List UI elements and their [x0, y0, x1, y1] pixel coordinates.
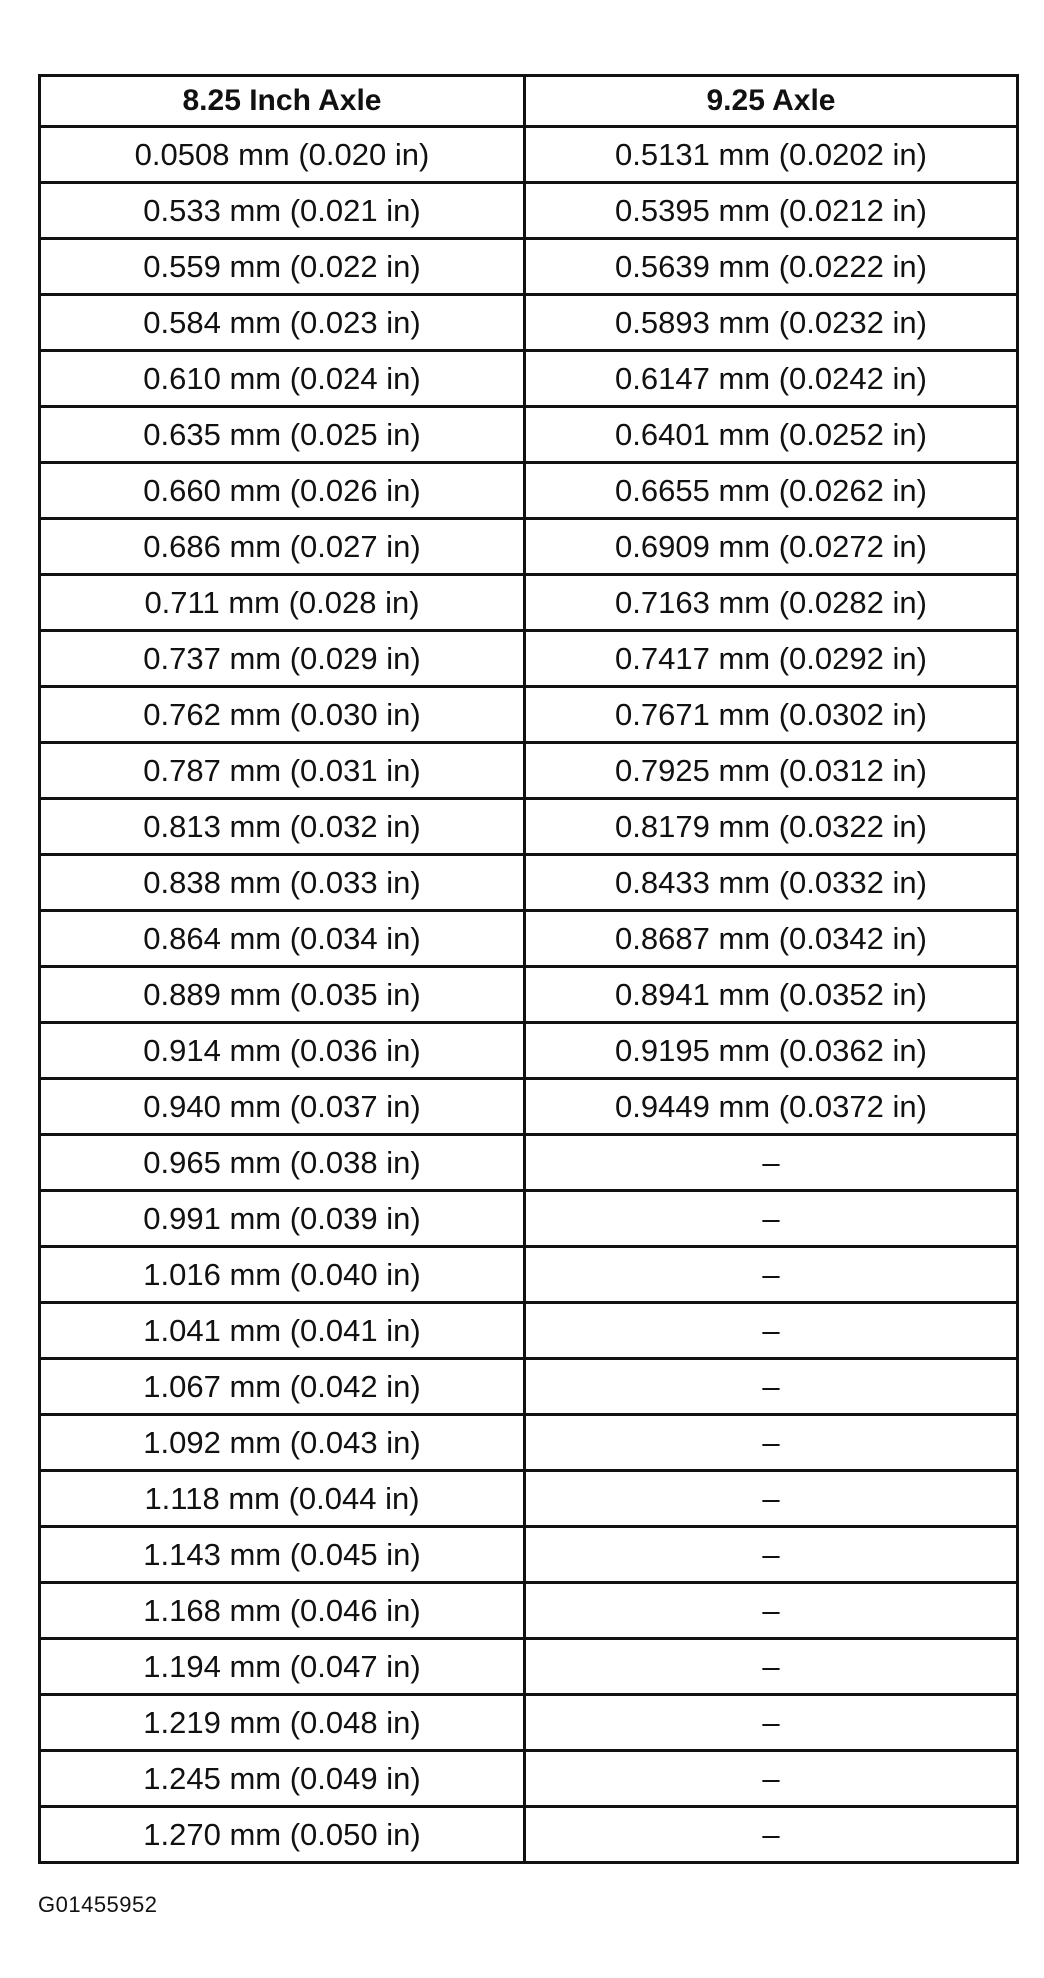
- cell-825-axle-value: 1.067 mm (0.042 in): [40, 1359, 525, 1415]
- table-row: [40, 1471, 1018, 1527]
- cell-925-axle-value: 0.7417 mm (0.0292 in): [525, 631, 1018, 687]
- cell-825-axle-value: 0.635 mm (0.025 in): [40, 407, 525, 463]
- cell-925-axle-value: 0.8179 mm (0.0322 in): [525, 799, 1018, 855]
- cell-925-axle-value: 0.9195 mm (0.0362 in): [525, 1023, 1018, 1079]
- cell-925-axle-value: –: [525, 1639, 1018, 1695]
- cell-925-axle-value: –: [525, 1751, 1018, 1807]
- table-row: [40, 463, 1018, 519]
- cell-825-axle-value: 1.143 mm (0.045 in): [40, 1527, 525, 1583]
- table-row: [40, 631, 1018, 687]
- table-row: [40, 1527, 1018, 1583]
- table-row: [40, 1751, 1018, 1807]
- cell-925-axle-value: 0.6147 mm (0.0242 in): [525, 351, 1018, 407]
- cell-925-axle-value: 0.7671 mm (0.0302 in): [525, 687, 1018, 743]
- table-row: [40, 407, 1018, 463]
- cell-825-axle-value: 0.965 mm (0.038 in): [40, 1135, 525, 1191]
- cell-925-axle-value: –: [525, 1527, 1018, 1583]
- table-row: [40, 1639, 1018, 1695]
- cell-825-axle-value: 1.219 mm (0.048 in): [40, 1695, 525, 1751]
- cell-925-axle-value: 0.6401 mm (0.0252 in): [525, 407, 1018, 463]
- cell-825-axle-value: 0.584 mm (0.023 in): [40, 295, 525, 351]
- table-row: [40, 1135, 1018, 1191]
- table-row: [40, 855, 1018, 911]
- cell-925-axle-value: –: [525, 1247, 1018, 1303]
- table-row: [40, 519, 1018, 575]
- cell-925-axle-value: 0.5395 mm (0.0212 in): [525, 183, 1018, 239]
- cell-825-axle-value: 0.813 mm (0.032 in): [40, 799, 525, 855]
- table-row: [40, 1079, 1018, 1135]
- cell-825-axle-value: 0.838 mm (0.033 in): [40, 855, 525, 911]
- shim-spec-table: [38, 74, 1019, 1864]
- cell-825-axle-value: 1.194 mm (0.047 in): [40, 1639, 525, 1695]
- cell-925-axle-value: –: [525, 1807, 1018, 1863]
- cell-825-axle-value: 0.737 mm (0.029 in): [40, 631, 525, 687]
- table-row: [40, 1695, 1018, 1751]
- cell-825-axle-value: 0.940 mm (0.037 in): [40, 1079, 525, 1135]
- cell-925-axle-value: 0.9449 mm (0.0372 in): [525, 1079, 1018, 1135]
- cell-825-axle-value: 0.787 mm (0.031 in): [40, 743, 525, 799]
- cell-925-axle-value: –: [525, 1191, 1018, 1247]
- cell-925-axle-value: –: [525, 1415, 1018, 1471]
- cell-925-axle-value: 0.8941 mm (0.0352 in): [525, 967, 1018, 1023]
- table-row: [40, 1023, 1018, 1079]
- cell-925-axle-value: 0.5639 mm (0.0222 in): [525, 239, 1018, 295]
- table-row: [40, 239, 1018, 295]
- table-row: [40, 743, 1018, 799]
- cell-825-axle-value: 0.914 mm (0.036 in): [40, 1023, 525, 1079]
- table-row: [40, 687, 1018, 743]
- cell-825-axle-value: 0.864 mm (0.034 in): [40, 911, 525, 967]
- cell-925-axle-value: 0.6655 mm (0.0262 in): [525, 463, 1018, 519]
- table-row: [40, 183, 1018, 239]
- table-body: [40, 127, 1018, 1863]
- table-header-row: [40, 76, 1018, 127]
- figure-id-label: G01455952: [38, 1892, 158, 1917]
- cell-925-axle-value: 0.5893 mm (0.0232 in): [525, 295, 1018, 351]
- cell-825-axle-value: 0.0508 mm (0.020 in): [40, 127, 525, 183]
- cell-825-axle-value: 0.991 mm (0.039 in): [40, 1191, 525, 1247]
- cell-825-axle-value: 0.533 mm (0.021 in): [40, 183, 525, 239]
- cell-825-axle-value: 1.016 mm (0.040 in): [40, 1247, 525, 1303]
- cell-925-axle-value: –: [525, 1695, 1018, 1751]
- table-row: [40, 351, 1018, 407]
- cell-825-axle-value: 0.559 mm (0.022 in): [40, 239, 525, 295]
- cell-925-axle-value: 0.8433 mm (0.0332 in): [525, 855, 1018, 911]
- table-row: [40, 575, 1018, 631]
- cell-925-axle-value: –: [525, 1303, 1018, 1359]
- cell-925-axle-value: 0.8687 mm (0.0342 in): [525, 911, 1018, 967]
- column-header-925-axle: 9.25 Axle: [525, 76, 1018, 127]
- table-row: [40, 967, 1018, 1023]
- cell-925-axle-value: –: [525, 1135, 1018, 1191]
- cell-825-axle-value: 0.889 mm (0.035 in): [40, 967, 525, 1023]
- cell-825-axle-value: 1.245 mm (0.049 in): [40, 1751, 525, 1807]
- table-row: [40, 1303, 1018, 1359]
- table-row: [40, 799, 1018, 855]
- cell-825-axle-value: 1.092 mm (0.043 in): [40, 1415, 525, 1471]
- table-row: [40, 1247, 1018, 1303]
- table-row: [40, 1415, 1018, 1471]
- table-row: [40, 1359, 1018, 1415]
- cell-825-axle-value: 1.270 mm (0.050 in): [40, 1807, 525, 1863]
- cell-925-axle-value: –: [525, 1359, 1018, 1415]
- cell-825-axle-value: 0.711 mm (0.028 in): [40, 575, 525, 631]
- table-row: [40, 295, 1018, 351]
- table-row: [40, 1583, 1018, 1639]
- column-header-825-axle: 8.25 Inch Axle: [40, 76, 525, 127]
- cell-825-axle-value: 1.118 mm (0.044 in): [40, 1471, 525, 1527]
- cell-825-axle-value: 1.041 mm (0.041 in): [40, 1303, 525, 1359]
- table-row: [40, 911, 1018, 967]
- cell-925-axle-value: 0.7925 mm (0.0312 in): [525, 743, 1018, 799]
- cell-925-axle-value: –: [525, 1583, 1018, 1639]
- cell-825-axle-value: 0.610 mm (0.024 in): [40, 351, 525, 407]
- table-row: [40, 1191, 1018, 1247]
- cell-825-axle-value: 0.660 mm (0.026 in): [40, 463, 525, 519]
- cell-825-axle-value: 0.762 mm (0.030 in): [40, 687, 525, 743]
- table-row: [40, 1807, 1018, 1863]
- cell-825-axle-value: 0.686 mm (0.027 in): [40, 519, 525, 575]
- cell-925-axle-value: 0.7163 mm (0.0282 in): [525, 575, 1018, 631]
- shim-spec-table-container: [38, 74, 1010, 1864]
- cell-925-axle-value: 0.6909 mm (0.0272 in): [525, 519, 1018, 575]
- cell-925-axle-value: 0.5131 mm (0.0202 in): [525, 127, 1018, 183]
- cell-825-axle-value: 1.168 mm (0.046 in): [40, 1583, 525, 1639]
- table-row: [40, 127, 1018, 183]
- cell-925-axle-value: –: [525, 1471, 1018, 1527]
